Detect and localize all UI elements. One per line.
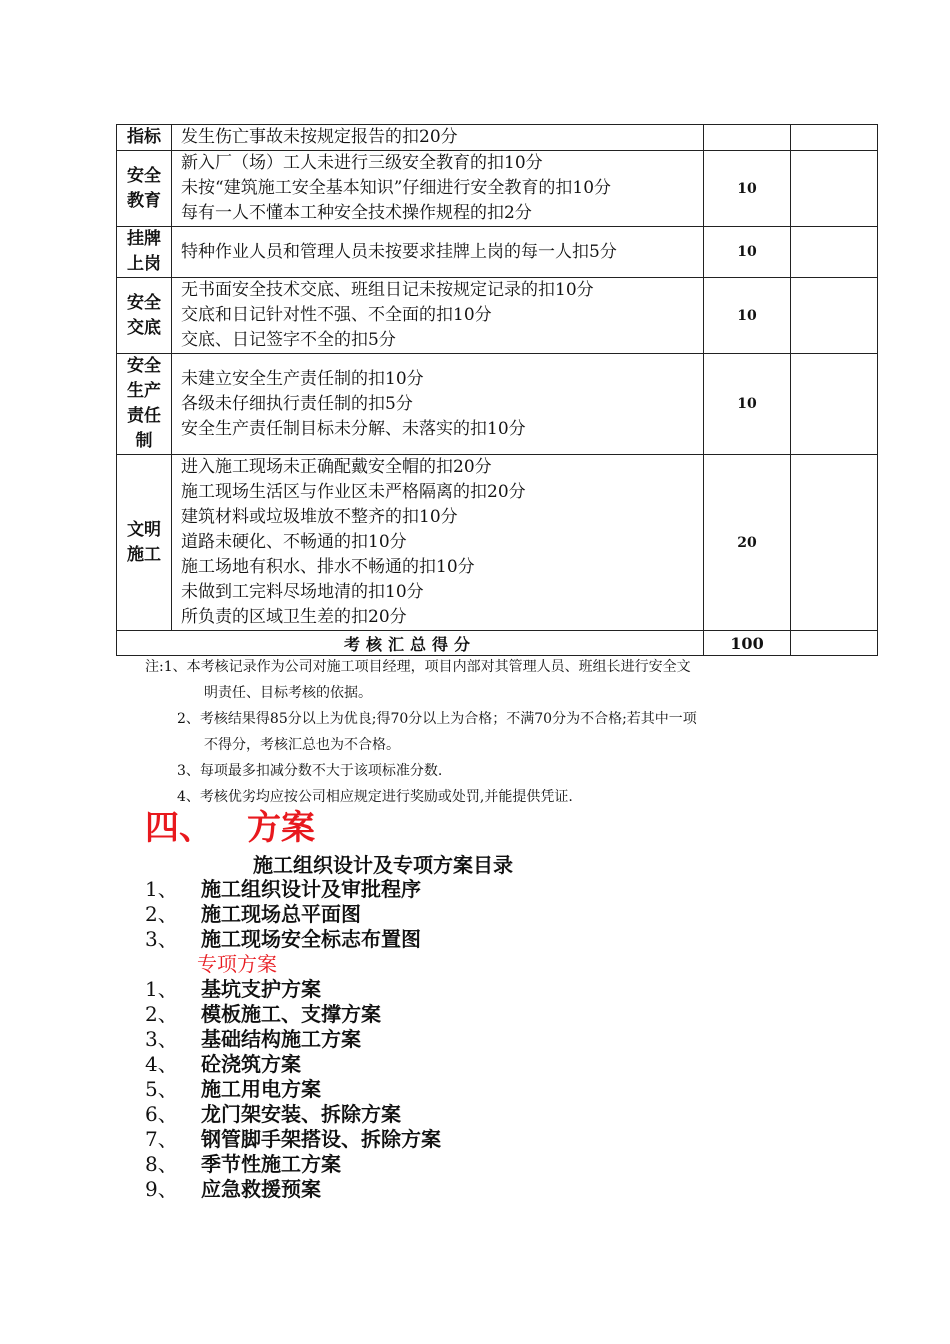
toc-item-number: 2、 [145, 902, 178, 926]
toc-item-number: 1、 [145, 877, 178, 901]
actual-score-cell [791, 227, 878, 278]
total-blank-cell [791, 631, 878, 656]
category-text: 责任 [127, 406, 161, 426]
criteria-item: 每有一人不懂本工种安全技术操作规程的扣2分 [181, 203, 532, 223]
total-row [117, 631, 878, 656]
criteria-item: 未建立安全生产责任制的扣10分 [181, 368, 424, 389]
score-cell: 10 [704, 354, 791, 455]
special-plan-item [145, 1102, 441, 1127]
category-cell [117, 278, 172, 354]
criteria-item: 未按“建筑施工安全基本知识”仔细进行安全教育的扣10分 [181, 178, 612, 198]
category-cell [117, 125, 172, 151]
toc-item-number: 1、 [145, 977, 178, 1001]
criteria-item: 道路未硬化、不畅通的扣10分 [181, 532, 407, 552]
section-number: 四、 [145, 808, 213, 848]
criteria-item: 建筑材料或垃圾堆放不整齐的扣10分 [181, 507, 458, 527]
toc-item-number: 4、 [145, 1052, 178, 1076]
assessment-table [116, 124, 878, 656]
criteria-item: 交底、日记签字不全的扣5分 [181, 330, 396, 350]
table-row [117, 455, 878, 631]
note-1-line-2: 明责任、目标考核的依据。 [204, 685, 372, 701]
category-text: 生产 [127, 381, 161, 401]
table-row [117, 354, 878, 455]
actual-score-cell [791, 125, 878, 151]
total-score: 100 [704, 631, 791, 656]
actual-score-cell [791, 151, 878, 227]
criteria-item: 交底和日记针对性不强、不全面的扣10分 [181, 305, 492, 325]
toc-list [145, 877, 441, 1202]
toc-item-number: 7、 [145, 1127, 178, 1151]
special-plan-item [145, 1152, 441, 1177]
toc-item-text: 施工现场安全标志布置图 [201, 927, 421, 951]
toc-item [145, 902, 441, 927]
special-plan-item [145, 1077, 441, 1102]
table-row [117, 227, 878, 278]
criteria-item: 施工场地有积水、排水不畅通的扣10分 [181, 557, 475, 577]
section-heading [145, 804, 315, 852]
special-plan-item [145, 977, 441, 1002]
toc-item-number: 3、 [145, 927, 178, 951]
toc-item [145, 927, 441, 952]
criteria-item: 施工现场生活区与作业区未严格隔离的扣20分 [181, 482, 526, 502]
special-plan-item [145, 1027, 441, 1052]
score-cell: 10 [704, 227, 791, 278]
criteria-cell [172, 151, 704, 227]
toc-item-text: 施工现场总平面图 [201, 902, 361, 926]
toc-item-text: 砼浇筑方案 [201, 1052, 301, 1076]
toc-item-text: 施工组织设计及审批程序 [201, 877, 421, 901]
criteria-item: 发生伤亡事故未按规定报告的扣20分 [181, 127, 458, 147]
special-plan-item [145, 1177, 441, 1202]
actual-score-cell [791, 278, 878, 354]
category-text: 安全 [127, 356, 161, 376]
category-text: 施工 [127, 544, 161, 565]
score-cell: 20 [704, 455, 791, 631]
table-row [117, 151, 878, 227]
toc-item-text: 钢管脚手架搭设、拆除方案 [201, 1127, 441, 1151]
toc-item-number: 3、 [145, 1027, 178, 1051]
category-text: 教育 [127, 190, 161, 211]
special-plan-item [145, 1052, 441, 1077]
table-row [117, 125, 878, 151]
toc-item-number: 6、 [145, 1102, 178, 1126]
toc-item-text: 模板施工、支撑方案 [201, 1002, 381, 1026]
toc-item-text: 应急救援预案 [201, 1177, 321, 1201]
criteria-cell [172, 278, 704, 354]
criteria-item: 所负责的区域卫生差的扣20分 [181, 607, 407, 627]
special-plan-item [145, 1002, 441, 1027]
note-3: 3、每项最多扣减分数不大于该项标准分数. [177, 763, 443, 779]
score-cell: 10 [704, 151, 791, 227]
actual-score-cell [791, 455, 878, 631]
criteria-item: 各级未仔细执行责任制的扣5分 [181, 393, 413, 414]
category-text: 安全 [127, 165, 161, 186]
toc-item-number: 5、 [145, 1077, 178, 1101]
category-text: 挂牌 [127, 229, 161, 249]
toc-item-number: 2、 [145, 1002, 178, 1026]
category-text: 安全 [127, 292, 161, 313]
criteria-cell [172, 455, 704, 631]
table-row [117, 278, 878, 354]
criteria-item: 安全生产责任制目标未分解、未落实的扣10分 [181, 418, 526, 439]
criteria-cell [172, 227, 704, 278]
criteria-item: 无书面安全技术交底、班组日记未按规定记录的扣10分 [181, 280, 594, 300]
category-cell [117, 455, 172, 631]
toc-title: 施工组织设计及专项方案目录 [253, 853, 513, 877]
criteria-item: 进入施工现场未正确配戴安全帽的扣20分 [181, 457, 492, 477]
score-cell [704, 125, 791, 151]
toc-item-number: 9、 [145, 1177, 178, 1201]
category-cell [117, 227, 172, 278]
toc-item-text: 基坑支护方案 [201, 977, 321, 1001]
note-4: 4、考核优劣均应按公司相应规定进行奖励或处罚,并能提供凭证. [177, 789, 573, 805]
toc-item-text: 龙门架安装、拆除方案 [201, 1102, 401, 1126]
category-text: 指标 [127, 127, 161, 147]
toc-item [145, 877, 441, 902]
criteria-item: 未做到工完料尽场地清的扣10分 [181, 582, 424, 602]
total-label: 考核汇总得分 [117, 631, 704, 656]
special-plan-item [145, 1127, 441, 1152]
toc-item-text: 季节性施工方案 [201, 1152, 341, 1176]
category-cell [117, 354, 172, 455]
score-cell: 10 [704, 278, 791, 354]
category-text: 文明 [127, 519, 161, 540]
notes [145, 654, 697, 810]
note-1-line-1: 注:1、本考核记录作为公司对施工项目经理，项目内部对其管理人员、班组长进行安全文 [145, 659, 691, 675]
toc-item-number: 8、 [145, 1152, 178, 1176]
criteria-item: 特种作业人员和管理人员未按要求挂牌上岗的每一人扣5分 [181, 241, 617, 262]
category-text: 交底 [127, 317, 161, 338]
criteria-cell [172, 354, 704, 455]
category-cell [117, 151, 172, 227]
category-text: 制 [135, 431, 153, 451]
note-2-line-2: 不得分，考核汇总也为不合格。 [204, 737, 400, 753]
special-plans-heading: 专项方案 [197, 952, 277, 976]
note-2-line-1: 2、考核结果得85分以上为优良;得70分以上为合格；不满70分为不合格;若其中一项 [177, 711, 697, 727]
actual-score-cell [791, 354, 878, 455]
criteria-item: 新入厂（场）工人未进行三级安全教育的扣10分 [181, 153, 543, 173]
section-title: 方案 [247, 808, 315, 848]
assessment-table-body [117, 125, 878, 631]
category-text: 上岗 [127, 254, 161, 274]
toc-item-text: 基础结构施工方案 [201, 1027, 361, 1051]
toc-item-text: 施工用电方案 [201, 1077, 321, 1101]
criteria-cell [172, 125, 704, 151]
